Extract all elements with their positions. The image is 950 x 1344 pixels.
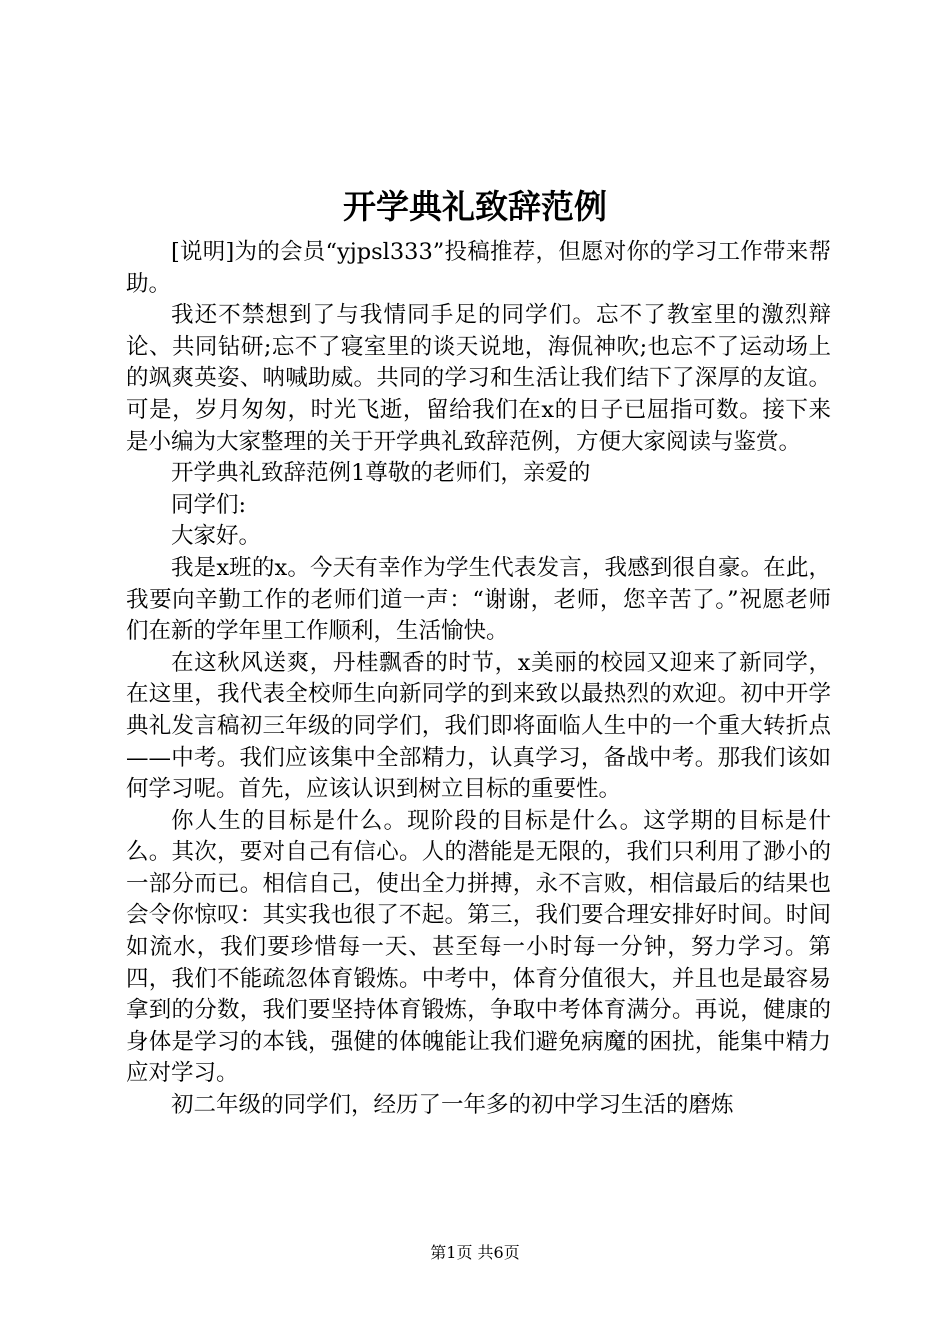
- paragraph: 在这秋风送爽，丹桂飘香的时节，x美丽的校园又迎来了新同学，在这里，我代表全校师生向新同学的到来致以最热烈的欢迎。初中开学典礼发言稿初三年级的同学们，我们即将面临人生中的一个重大转折点——中考。我们应该集中全部精力，认真学习，备战中考。那我们该如何学习呢。首先，应该认识到树立目标的重要性。: [126, 649, 831, 803]
- paragraph: 大家好。: [171, 523, 262, 550]
- page-footer: 第1页 共6页: [430, 1243, 520, 1262]
- paragraph: 我还不禁想到了与我情同手足的同学们。忘不了教室里的激烈辩论、共同钻研;忘不了寝室里的谈天说地，海侃神吹;也忘不了运动场上的飒爽英姿、呐喊助威。共同的学习和生活让我们结下了深厚的友谊。可是，岁月匆匆，时光飞逝，留给我们在x的日子已屈指可数。接下来是小编为大家整理的关于开学典礼致辞范例，方便大家阅读与鉴赏。: [126, 302, 831, 455]
- document-title: 开学典礼致辞范例: [343, 187, 607, 226]
- document-body: [126, 237, 831, 1122]
- paragraph: 同学们:: [171, 491, 247, 518]
- paragraph: 你人生的目标是什么。现阶段的目标是什么。这学期的目标是什么。其次，要对自己有信心。人的潜能是无限的，我们只利用了渺小的一部分而已。相信自己，使出全力拼搏，永不言败，相信最后的结果也会令你惊叹：其实我也很了不起。第三，我们要合理安排好时间。时间如流水，我们要珍惜每一天、甚至每一小时每一分钟，努力学习。第四，我们不能疏忽体育锻炼。中考中，体育分值很大，并且也是最容易拿到的分数，我们要坚持体育锻炼，争取中考体育满分。再说，健康的身体是学习的本钱，强健的体魄能让我们避免病魔的困扰，能集中精力应对学习。: [126, 807, 831, 1087]
- paragraph: 开学典礼致辞范例1尊敬的老师们，亲爱的: [171, 460, 591, 487]
- paragraph: 初二年级的同学们，经历了一年多的初中学习生活的磨炼: [171, 1092, 734, 1119]
- paragraph: 我是x班的x。今天有幸作为学生代表发言，我感到很自豪。在此，我要向辛勤工作的老师们道一声：“谢谢，老师，您辛苦了。”祝愿老师们在新的学年里工作顺利，生活愉快。: [126, 554, 831, 645]
- paragraph: [说明]为的会员“yjpsl333”投稿推荐，但愿对你的学习工作带来帮助。: [126, 239, 831, 297]
